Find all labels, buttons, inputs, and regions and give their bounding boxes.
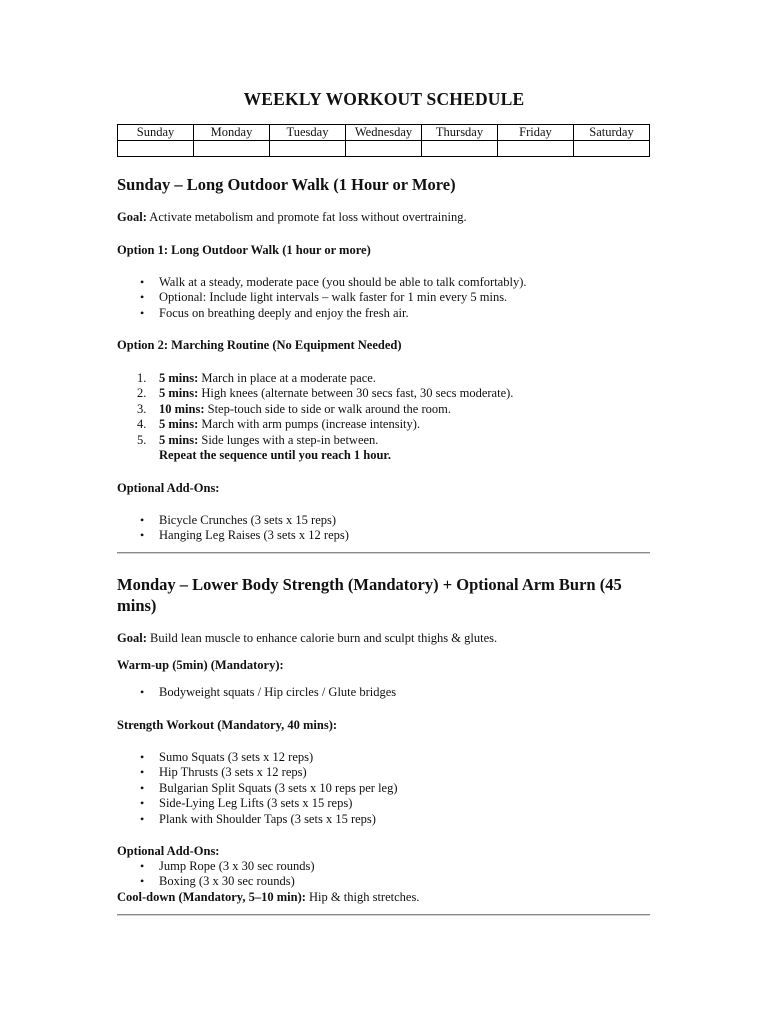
empty-cell bbox=[346, 141, 422, 157]
step-duration: 5 mins: bbox=[159, 432, 199, 447]
list-item bbox=[117, 433, 513, 448]
list-item: • Focus on breathing deeply and enjoy the fresh air. bbox=[117, 306, 527, 321]
list-item: • Bodyweight squats / Hip circles / Glute bridges bbox=[117, 685, 396, 700]
table-empty-row bbox=[118, 141, 650, 157]
weekly-schedule-table bbox=[117, 124, 650, 157]
section-divider bbox=[117, 552, 650, 554]
day-cell-sunday: Sunday bbox=[118, 125, 194, 141]
day-cell-thursday: Thursday bbox=[422, 125, 498, 141]
day-cell-friday: Friday bbox=[498, 125, 574, 141]
empty-cell bbox=[270, 141, 346, 157]
list-item: • Jump Rope (3 x 30 sec rounds) bbox=[117, 859, 315, 874]
goal-label: Goal: bbox=[117, 210, 147, 224]
list-item: • Side-Lying Leg Lifts (3 sets x 15 reps) bbox=[117, 796, 398, 811]
list-item: • Plank with Shoulder Taps (3 sets x 15 reps) bbox=[117, 812, 398, 827]
empty-cell bbox=[574, 141, 650, 157]
list-item bbox=[117, 417, 513, 432]
monday-goal bbox=[117, 631, 497, 646]
option2-steps bbox=[117, 371, 513, 463]
step-duration: 5 mins: bbox=[159, 371, 199, 385]
step-number: 2. bbox=[137, 386, 147, 401]
step-text: March with arm pumps (increase intensity). bbox=[201, 417, 421, 432]
step-number: 1. bbox=[137, 371, 147, 385]
step-text: Step-touch side to side or walk around the room. bbox=[207, 401, 451, 416]
warmup-title: Warm-up (5min) (Mandatory): bbox=[117, 658, 284, 672]
goal-text: Build lean muscle to enhance calorie burn and sculpt thighs & glutes. bbox=[149, 631, 498, 645]
day-cell-tuesday: Tuesday bbox=[270, 125, 346, 141]
monday-addons-list bbox=[117, 859, 315, 890]
list-item: • Bulgarian Split Squats (3 sets x 10 reps per leg) bbox=[117, 781, 398, 796]
repeat-note bbox=[117, 448, 513, 463]
strength-title: Strength Workout (Mandatory, 40 mins): bbox=[117, 718, 338, 732]
list-item bbox=[117, 386, 513, 401]
list-item: • Optional: Include light intervals – walk faster for 1 min every 5 mins. bbox=[117, 290, 527, 305]
table-header-row bbox=[118, 125, 650, 141]
step-text: Side lunges with a step-in between. bbox=[201, 432, 379, 447]
list-item: • Sumo Squats (3 sets x 12 reps) bbox=[117, 750, 398, 765]
step-number: 3. bbox=[137, 401, 147, 416]
step-duration: 10 mins: bbox=[159, 401, 205, 416]
step-text: March in place at a moderate pace. bbox=[201, 371, 376, 385]
option2-title: Option 2: Marching Routine (No Equipment Needed) bbox=[117, 338, 402, 352]
section-divider bbox=[117, 914, 650, 916]
page-title: WEEKLY WORKOUT SCHEDULE bbox=[243, 89, 525, 109]
monday-cooldown bbox=[117, 890, 419, 905]
sunday-goal bbox=[117, 210, 467, 225]
option1-list bbox=[117, 275, 527, 321]
option1-title: Option 1: Long Outdoor Walk (1 hour or more) bbox=[117, 243, 371, 257]
day-cell-wednesday: Wednesday bbox=[346, 125, 422, 141]
monday-heading: Monday – Lower Body Strength (Mandatory) + Optional Arm Burn (45 mins) bbox=[117, 575, 622, 615]
list-item: • Hanging Leg Raises (3 sets x 12 reps) bbox=[117, 528, 349, 543]
empty-cell bbox=[498, 141, 574, 157]
list-item: • Walk at a steady, moderate pace (you should be able to talk comfortably). bbox=[117, 275, 527, 290]
cooldown-text: Hip & thigh stretches. bbox=[309, 890, 420, 904]
list-item: • Boxing (3 x 30 sec rounds) bbox=[117, 874, 315, 889]
strength-list bbox=[117, 750, 398, 827]
goal-label: Goal: bbox=[117, 631, 147, 645]
repeat-note-text: Repeat the sequence until you reach 1 hour. bbox=[159, 448, 391, 463]
step-number: 4. bbox=[137, 417, 147, 432]
step-duration: 5 mins: bbox=[159, 386, 199, 401]
monday-addons-title: Optional Add-Ons: bbox=[117, 844, 220, 858]
list-item bbox=[117, 371, 513, 386]
step-duration: 5 mins: bbox=[159, 417, 199, 432]
sunday-addons-list bbox=[117, 513, 349, 544]
day-cell-monday: Monday bbox=[194, 125, 270, 141]
empty-cell bbox=[194, 141, 270, 157]
step-number: 5. bbox=[137, 432, 147, 447]
empty-cell bbox=[118, 141, 194, 157]
day-cell-saturday: Saturday bbox=[574, 125, 650, 141]
sunday-heading: Sunday – Long Outdoor Walk (1 Hour or More) bbox=[117, 175, 456, 194]
list-item: • Hip Thrusts (3 sets x 12 reps) bbox=[117, 765, 398, 780]
empty-cell bbox=[422, 141, 498, 157]
sunday-addons-title: Optional Add-Ons: bbox=[117, 481, 220, 495]
warmup-list bbox=[117, 685, 396, 700]
goal-text: Activate metabolism and promote fat loss without overtraining. bbox=[149, 210, 467, 224]
cooldown-label: Cool-down (Mandatory, 5–10 min): bbox=[117, 890, 306, 904]
list-item bbox=[117, 402, 513, 417]
step-text: High knees (alternate between 30 secs fast, 30 secs moderate). bbox=[201, 386, 514, 401]
list-item: • Bicycle Crunches (3 sets x 15 reps) bbox=[117, 513, 349, 528]
